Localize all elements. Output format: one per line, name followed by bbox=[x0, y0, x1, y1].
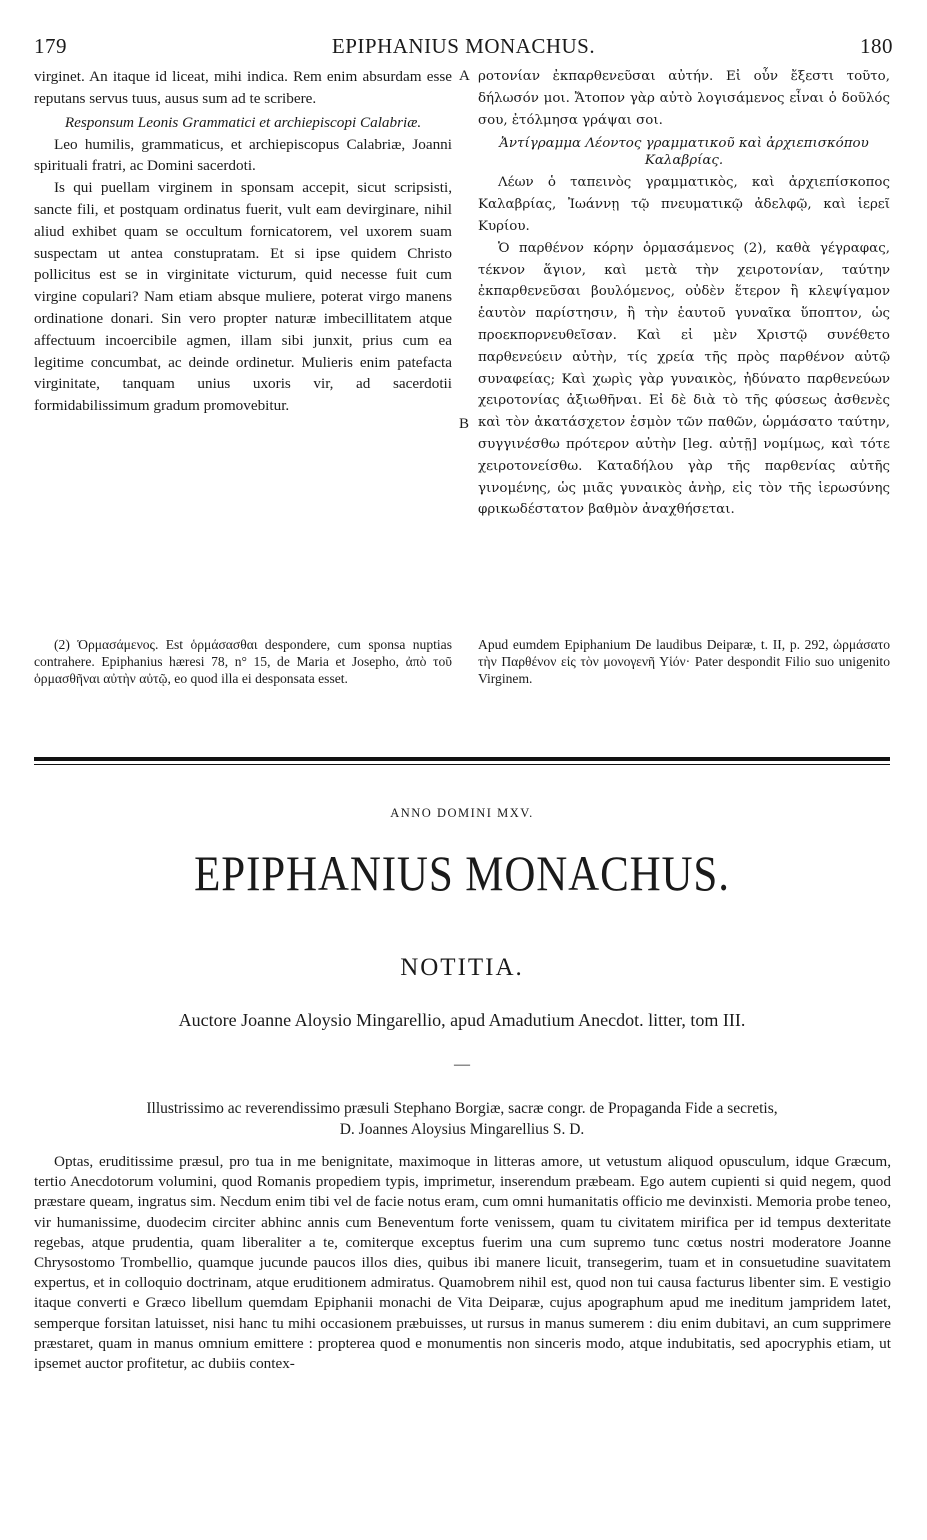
section-rule-thick bbox=[34, 757, 890, 761]
right-para-2: Ὁ παρθένον κόρην ὁρμασάμενος (2), καθὰ γέγραφας, τέκνον ἅγιον, καὶ μετὰ τὴν χειροτονίαν, ταύτην ἐκπαρθενεῦσαι βουλόμενος, οὐδὲν ἕτερον ἢ κλεψίγαμον ἑαυτὸν παρίστησιν, ἢ τὴν ἑαυτοῦ γυναῖκα ὕποπτον, ὡς προεκπορνευθεῖσαν. Καὶ εἰ μὲν Χριστῷ συνέθετο παρθενεύειν αὐτὴν, τίς χρεία τῆς πρὸς παρθένον αὐτῷ συναφείας; Καὶ χωρὶς γὰρ γυναικὸς, ἠδύνατο παρθενεύων χειροτονίας ἀξιωθῆναι. Εἰ δὲ διὰ τὸ τῆς φύσεως ἀσθενὲς καὶ τὸν ἀκατάσχετον ἑσμὸν τῶν παθῶν, ὡρμάσατο ταύτην, συγγινέσθω πρότερον αὐτὴν [leg. αὐτῇ] νομίμως, καὶ τότε χειροτονείσθω. Καταδήλου γὰρ τῆς παρθενίας αὐτῆς γινομένης, ὡς μιᾶς γυναικὸς ἀνὴρ, εἰς τὸν τῆς ἱερωσύνης φρικωδέστατον βαθμὸν ἀναχθήσεται. bbox=[478, 240, 890, 518]
right-para-1: Λέων ὁ ταπεινὸς γραμματικὸς, καὶ ἀρχιεπίσκοπος Καλαβρίας, Ἰωάννῃ τῷ πνευματικῷ ἀδελφῷ, καὶ ἱερεῖ Κυρίου. bbox=[478, 175, 890, 234]
left-para-2: Is qui puellam virginem in sponsam accepit, sicut scripsisti, sancte fili, et postquam ordinatus fuerit, vult eam devirginare, nihil aliud exhibet quam se occultum fornicatorem, vel uxorem suam suspectam ut antea constupratam. Et si ipse quidem Christo pollicitus est se in virginitate victurum, quid necesse fuit cum virgine copulari? Nam etiam absque muliere, poterat virgo manens ordinatione donari. Sin vero propter naturæ imbecillitatem atque affectuum incoercibile agmen, illam sibi junxit, prius cum ea legitime concumbat, ac deinde ordinetur. Mulieris enim patefacta virginitate, tanquam unius uxoris vir, ad sacerdotii formidabilissimum gradum promovebitur. bbox=[34, 179, 452, 415]
section-year: ANNO DOMINI MXV. bbox=[390, 806, 534, 820]
section-rule-thin bbox=[34, 764, 890, 765]
footnote-left-text: (2) Ὁρμασάμενος. Est ὁρμάσασθαι despondere, cum sponsa nuptias contrahere. Epiphanius hæresi 78, n° 15, de Maria et Josepho, ἀπὸ τοῦ ὁρμασθῆναι αὐτὴν αὐτῷ, eo quod illa ei desponsata esset. bbox=[34, 637, 452, 686]
left-para-1: Leo humilis, grammaticus, et archiepiscopus Calabriæ, Joanni spirituali fratri, ac Domini sacerdoti. bbox=[34, 135, 452, 175]
footnote-right-text: Apud eumdem Epiphanium De laudibus Deiparæ, t. II, p. 292, ὡρμάσατο τὴν Παρθένον εἰς τὸν μονογενῆ Υἱόν· Pater despondit Filio suo unigenito Virginem. bbox=[478, 637, 890, 686]
right-column bbox=[478, 66, 890, 521]
notitia-body-text: Optas, eruditissime præsul, pro tua in me benignitate, maximoque in litteras amore, ut vetustum aliquod opusculum, idque Græcum, tertio Anecdotorum volumini, quod Romanis propediem typis, imprimetur, inserendum præbeam. Ego autem cupienti si quid negem, quod præstare queam, ingratus sim. Necdum enim tibi vel de facie notus eram, cum omni humanitatis officio me devinxisti. Memoria probe teneo, vir humanissime, duodecim circiter abhinc annis cum Beneventum forte venissem, quam tu civitatem mirifica per id tempus dexteritate regebas, atque prudentia, quam liberaliter a te, comiterque exceptus fuerim una cum supremo tunc cœtus nostri moderatore Joanne Chrysostomo Trombellio, quamque jucunde paucos illos dies, quibus ibi manere licuit, transegerim, tuam et in consuetudine suavitatem expertus, et in colloquio doctrinam, atque eruditionem admiratus. Quamobrem nihil est, quod non tui causa facturus libenter sim. E vestigio itaque converti e Græco libellum quemdam Epiphanii monachi de Vita Deiparæ, cujus apographum apud me ineditum jampridem latet, semperque forsitan latuisset, nisi hanc tu mihi occasionem præbuisses, ut rursus in manus sumerem : diu enim dubitavi, an cum supprimere præstaret, quam in manus omnium emittere : propterea quod e monumentis non sinceris modo, atque indubitatis, sed apocryphis etiam, ut ipsemet auctor profitetur, ac dubiis contex- bbox=[34, 1153, 891, 1373]
left-column bbox=[34, 66, 452, 417]
right-heading: Ἀντίγραμμα Λέοντος γραμματικοῦ καὶ ἀρχιεπισκόπου Καλαβρίας. bbox=[499, 136, 869, 169]
page-number-right: 180 bbox=[860, 34, 893, 58]
author-line: Auctore Joanne Aloysio Mingarellio, apud Amadutium Anecdot. litter, tom III. bbox=[178, 1010, 746, 1030]
left-intro: virginet. An itaque id liceat, mihi indica. Rem enim absurdam esse reputans servus tuus, ausus sum ad te scribere. bbox=[34, 68, 452, 107]
notitia-body bbox=[34, 1152, 891, 1374]
section-subtitle: NOTITIA. bbox=[400, 954, 524, 981]
page-number-left: 179 bbox=[34, 34, 67, 58]
margin-letter-a: A bbox=[459, 68, 470, 84]
footnote-right bbox=[478, 636, 890, 687]
left-heading: Responsum Leonis Grammatici et archiepiscopi Calabriæ. bbox=[64, 113, 422, 131]
section-divider: — bbox=[454, 1056, 470, 1073]
margin-letter-b: B bbox=[459, 416, 470, 432]
running-title: EPIPHANIUS MONACHUS. bbox=[331, 34, 596, 58]
dedication-line-2: D. Joannes Aloysius Mingarellius S. D. bbox=[339, 1121, 585, 1138]
dedication-line-1: Illustrissimo ac reverendissimo præsuli Stephano Borgiæ, sacræ congr. de Propaganda Fide a secretis, bbox=[146, 1100, 778, 1117]
right-intro: ροτονίαν ἐκπαρθενεῦσαι αὐτήν. Εἰ οὖν ἔξεστι τοῦτο, δήλωσόν μοι. Ἄτοπον γὰρ αὐτὸ λογισάμενος εἶναι ὁ δοῦλός σου, ἐτόλμησα γράψαι σοι. bbox=[478, 69, 890, 128]
footnote-left bbox=[34, 636, 452, 687]
section-title: EPIPHANIUS MONACHUS. bbox=[194, 845, 730, 901]
